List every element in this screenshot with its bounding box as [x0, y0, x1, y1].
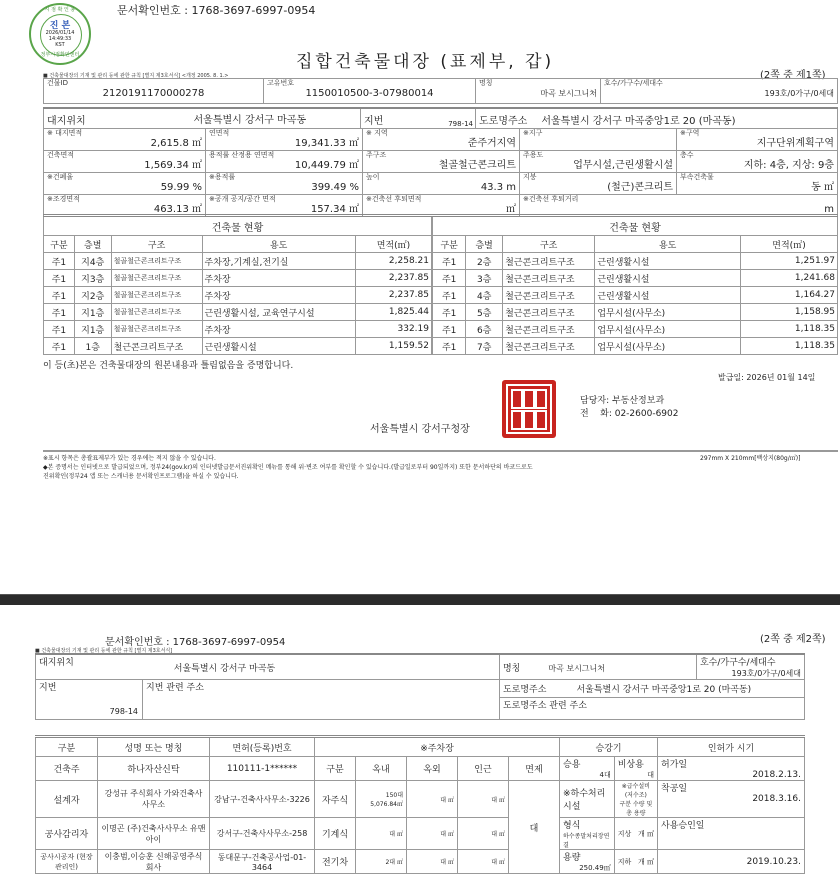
sewage-type: 하수종말처리장연결	[563, 833, 610, 849]
status-area: 1,158.95	[741, 304, 838, 321]
site-value: 서울특별시 강서구 마곡동	[193, 115, 307, 126]
info-value: 1,569.34 ㎡	[144, 160, 202, 171]
p2-details-table	[35, 735, 805, 874]
status-title: 건축물 현황	[433, 216, 838, 236]
status-floor: 지2층	[74, 287, 111, 304]
parking-outdoor: 대 ㎡	[407, 781, 458, 818]
status-structure: 철근콘크리트구조	[503, 338, 595, 355]
status-type: 주1	[44, 253, 75, 270]
status-row	[433, 287, 838, 304]
status-area: 1,118.35	[741, 338, 838, 355]
info-value: (철근)콘크리트	[607, 182, 673, 193]
approval-label: 사용승인일	[661, 821, 705, 831]
parking-nearby: 대 ㎡	[458, 850, 509, 874]
status-floor: 2층	[466, 253, 503, 270]
name-label: 명칭	[502, 663, 521, 674]
issuer-name: 서울특별시 강서구청장	[370, 424, 470, 435]
parking-col: 면제	[509, 757, 560, 781]
unique-no: 1150010500-3-07980014	[305, 88, 434, 99]
status-use: 근린생활시설	[202, 338, 355, 355]
status-floor: 3층	[466, 270, 503, 287]
permit-label: 허가일	[661, 760, 688, 770]
info-label: ※ 지역	[366, 129, 388, 137]
page-title: 집합건축물대장 (표제부, 갑)	[296, 52, 555, 72]
status-type: 주1	[44, 287, 75, 304]
status-floor: 지4층	[74, 253, 111, 270]
footer-divider	[43, 450, 838, 452]
contact-person: 담당자: 부동산정보과	[580, 396, 665, 406]
status-col-header: 구조	[111, 236, 202, 253]
info-label: ※지구	[523, 129, 543, 137]
status-structure: 철근콘크리트구조	[503, 321, 595, 338]
road-label: 도로명주소	[502, 685, 547, 695]
info-value: 준주거지역	[467, 138, 516, 149]
page-2	[0, 605, 840, 872]
status-use: 주차장,기계실,전기실	[202, 253, 355, 270]
status-row	[44, 253, 432, 270]
status-area: 1,159.52	[355, 338, 431, 355]
people-role: 공사감리자	[36, 818, 98, 850]
status-floor: 7층	[466, 338, 503, 355]
status-col-header: 층별	[74, 236, 111, 253]
info-value: 동 ㎡	[811, 182, 834, 193]
info-value: 157.34 ㎡	[310, 204, 359, 215]
status-area: 332.19	[355, 321, 431, 338]
building-id-label: 건물ID	[47, 79, 68, 87]
sewage-type-label: 형식	[563, 821, 581, 831]
people-role: 공사시공자 (현장관리인)	[36, 850, 98, 874]
status-header-row	[44, 236, 432, 253]
status-row	[44, 304, 432, 321]
info-label: 건축면적	[47, 151, 75, 159]
status-area: 1,251.97	[741, 253, 838, 270]
status-area: 1,118.35	[741, 321, 838, 338]
parking-type: 자주식	[315, 781, 356, 818]
status-row	[433, 321, 838, 338]
status-structure: 철근콘크리트구조	[503, 287, 595, 304]
info-label: ※구역	[680, 129, 700, 137]
certification-text: 이 등(초)본은 건축물대장의 원본내용과 틀림없음을 증명합니다.	[43, 361, 294, 371]
status-use: 주차장	[202, 270, 355, 287]
status-use: 근린생활시설	[595, 253, 741, 270]
status-col-header: 구분	[44, 236, 75, 253]
parking-title: ※주차장	[315, 737, 560, 757]
people-role: 설계자	[36, 781, 98, 818]
info-value: 19,341.33 ㎡	[294, 138, 359, 149]
permit-title: 인허가 시기	[658, 737, 805, 757]
lot-value: 798-14	[109, 707, 138, 716]
start-label: 착공일	[661, 784, 688, 794]
road-value: 서울특별시 강서구 마곡중앙1로 20 (마곡동)	[541, 116, 736, 127]
water-tank-label: ※급수설비(저수조)	[621, 783, 650, 799]
elevator-emergency: 대	[647, 771, 654, 779]
status-area: 2,237.85	[355, 287, 431, 304]
site-label: 대지위치	[47, 116, 86, 127]
status-structure: 철근콘크리트구조	[111, 338, 202, 355]
info-value: 지하: 4층, 지상: 9층	[743, 160, 834, 171]
status-type: 주1	[44, 270, 75, 287]
info-value: 2,615.8 ㎡	[150, 138, 202, 149]
elevator-title: 승강기	[560, 737, 658, 757]
status-floor: 지1층	[74, 321, 111, 338]
building-name: 마곡 보시그니처	[548, 663, 605, 673]
status-row	[44, 321, 432, 338]
info-label: 높이	[366, 173, 380, 181]
col-header: 구분	[36, 737, 98, 757]
parking-exempt: 대	[509, 781, 560, 874]
p2-address-table	[35, 653, 805, 720]
unique-no-label: 고유번호	[267, 79, 295, 87]
status-col-header: 면적(㎡)	[741, 236, 838, 253]
status-structure: 철근콘크리트구조	[503, 253, 595, 270]
status-title: 건축물 현황	[44, 216, 432, 236]
parking-col: 옥외	[407, 757, 458, 781]
status-area: 1,241.68	[741, 270, 838, 287]
status-row	[44, 287, 432, 304]
status-area: 2,258.21	[355, 253, 431, 270]
elevator-passenger: 4대	[599, 771, 611, 779]
people-name: 하나자산신탁	[98, 757, 210, 781]
status-floor: 1층	[74, 338, 111, 355]
official-seal	[502, 380, 556, 438]
road-related-label: 도로명주소 관련 주소	[499, 698, 804, 720]
status-structure: 철골철근콘크리트구조	[111, 321, 202, 338]
info-value: 463.13 ㎡	[153, 204, 202, 215]
building-name: 마곡 보시그니처	[540, 89, 597, 98]
status-area: 1,164.27	[741, 287, 838, 304]
status-structure: 철근콘크리트구조	[503, 270, 595, 287]
lot-label: 지번	[39, 683, 57, 693]
info-value: 지구단위계획구역	[756, 138, 834, 149]
status-use: 근린생활시설	[595, 287, 741, 304]
status-type: 주1	[433, 253, 466, 270]
status-row	[44, 338, 432, 355]
water-above: 개 ㎡	[638, 829, 654, 838]
road-value: 서울특별시 강서구 마곡중앙1로 20 (마곡동)	[576, 685, 752, 695]
status-use: 주차장	[202, 321, 355, 338]
verification-stamp	[29, 3, 91, 65]
info-value: 10,449.79 ㎡	[294, 160, 359, 171]
header-table	[43, 78, 838, 104]
road-label: 도로명주소	[479, 116, 528, 127]
status-use: 업무시설(사무소)	[595, 338, 741, 355]
status-structure: 철골철근콘크리트구조	[111, 304, 202, 321]
info-label: ※건축선 후퇴거리	[523, 195, 579, 203]
info-value: 43.3 m	[480, 182, 516, 193]
status-use: 업무시설(사무소)	[595, 304, 741, 321]
stamp-bottom-text: 정부시점확인센터	[40, 52, 80, 58]
sewage-label: ※하수처리시설	[560, 781, 615, 818]
approval-date: 2019.10.23.	[658, 850, 805, 874]
status-use: 근린생활시설	[595, 270, 741, 287]
parking-outdoor: 대 ㎡	[407, 818, 458, 850]
document-number: 문서확인번호 : 1768-3697-6997-0954	[117, 4, 316, 17]
status-type: 주1	[44, 304, 75, 321]
note-3: 진위확인(정부24 앱 또는 스캐너용 문서확인프로그램)을 하실 수 있습니다.	[43, 473, 239, 480]
status-floor: 지3층	[74, 270, 111, 287]
info-value: ㎡	[506, 204, 516, 215]
people-role: 건축주	[36, 757, 98, 781]
lot-related-label: 지번 관련 주소	[143, 680, 500, 720]
location-table	[43, 107, 838, 129]
building-id: 2120191170000278	[102, 88, 205, 99]
info-label: 주용도	[523, 151, 544, 159]
parking-col: 옥내	[356, 757, 407, 781]
stamp-tz: KST	[55, 42, 65, 48]
status-type: 주1	[433, 287, 466, 304]
elevator-emergency-label: 비상용	[617, 760, 644, 770]
parking-indoor: 대 ㎡	[356, 818, 407, 850]
status-row	[433, 253, 838, 270]
people-name: 이명곤 (주)건축사사무소 유맨아이	[98, 818, 210, 850]
status-area: 2,237.85	[355, 270, 431, 287]
status-col-header: 구조	[503, 236, 595, 253]
parking-outdoor: 대 ㎡	[407, 850, 458, 874]
stamp-top-text: 시 점 확 인 용	[44, 7, 76, 13]
info-label: 주구조	[366, 151, 387, 159]
status-type: 주1	[433, 304, 466, 321]
people-name: 이충범,이승훈 신해공영주식회사	[98, 850, 210, 874]
lot-value: 798-14	[448, 120, 473, 128]
parking-col: 인근	[458, 757, 509, 781]
name-label: 명칭	[479, 79, 493, 87]
status-floor: 5층	[466, 304, 503, 321]
status-use: 업무시설(사무소)	[595, 321, 741, 338]
info-value: m	[824, 204, 834, 215]
sewage-capacity-label: 용량	[563, 853, 581, 863]
status-structure: 철골철근콘크리트구조	[111, 270, 202, 287]
info-table	[43, 128, 838, 217]
page-count: (2쪽 중 제2쪽)	[760, 634, 826, 645]
status-structure: 철근콘크리트구조	[503, 304, 595, 321]
issue-date: 발급일: 2026년 01월 14일	[718, 373, 816, 382]
info-label: ※용적률	[209, 173, 236, 181]
water-above-label: 지상	[617, 829, 632, 838]
info-label: ※조경면적	[47, 195, 80, 203]
status-type: 주1	[44, 321, 75, 338]
status-floor: 6층	[466, 321, 503, 338]
info-label: 부속건축물	[680, 173, 714, 181]
units-value: 193호/0가구/0세대	[731, 669, 801, 678]
people-license: 110111-1******	[210, 757, 315, 781]
people-name: 강성규 주식회사 가와건축사사무소	[98, 781, 210, 818]
regulation-note: ■ 건축물대장의 기재 및 관리 등에 관한 규칙 [별지 제3호서식]	[35, 648, 173, 654]
status-row	[433, 304, 838, 321]
parking-type: 전기차	[315, 850, 356, 874]
note-2: ◆본 증명서는 인터넷으로 발급되었으며, 정부24(gov.kr)의 인터넷발급문서진위확인 메뉴를 통해 위·변조 여부를 확인할 수 있습니다.(발급일로부터 90일까지) 또한 문서하단의 바코드로도	[43, 464, 533, 471]
col-header: 면허(등록)번호	[210, 737, 315, 757]
permit-date: 2018.2.13.	[752, 770, 801, 780]
site-value: 서울특별시 강서구 마곡동	[173, 664, 276, 674]
page-count: (2쪽 중 제1쪽)	[760, 70, 826, 81]
info-label: ※건폐율	[47, 173, 74, 181]
info-label: 지붕	[523, 173, 537, 181]
status-header-row	[433, 236, 838, 253]
status-table-left	[43, 214, 432, 355]
stamp-date: 2026/01/14	[45, 30, 75, 36]
info-label: ※건축선 후퇴면적	[366, 195, 422, 203]
units-label: 호수/가구수/세대수	[699, 658, 776, 668]
elevator-passenger-label: 승용	[563, 760, 581, 770]
status-type: 주1	[433, 321, 466, 338]
people-license: 강남구-건축사사무소-3226	[210, 781, 315, 818]
status-floor: 지1층	[74, 304, 111, 321]
info-label: ※ 대지면적	[47, 129, 83, 137]
status-structure: 철골철근콘크리트구조	[111, 287, 202, 304]
status-use: 근린생활시설, 교육연구시설	[202, 304, 355, 321]
water-col: 수량 및 총 용량	[626, 801, 653, 817]
info-label: 층수	[680, 151, 694, 159]
status-use: 주차장	[202, 287, 355, 304]
document-number: 문서확인번호 : 1768-3697-6997-0954	[105, 637, 286, 648]
status-col-header: 용도	[595, 236, 741, 253]
regulation-note: ■ 건축물대장의 기재 및 관리 등에 관한 규칙 [별지 제3호서식] <개정 2005. 8. 1.>	[43, 73, 229, 79]
lot-label: 지번	[364, 116, 384, 127]
status-type: 주1	[44, 338, 75, 355]
info-value: 철골철근콘크리트	[438, 160, 516, 171]
info-value: 399.49 %	[311, 182, 359, 193]
info-label: ※공개 공지/공간 면적	[209, 195, 276, 203]
parking-indoor: 150대 5,076.84㎡	[356, 781, 407, 818]
status-col-header: 면적(㎡)	[355, 236, 431, 253]
status-col-header: 층별	[466, 236, 503, 253]
status-col-header: 구분	[433, 236, 466, 253]
info-value: 업무시설,근린생활시설	[573, 160, 673, 171]
status-type: 주1	[433, 270, 466, 287]
status-col-header: 용도	[202, 236, 355, 253]
status-row	[433, 270, 838, 287]
note-1: ※표시 항목은 총괄표제부가 있는 경우에는 적지 않을 수 있습니다.	[43, 455, 216, 462]
water-col: 구분	[619, 801, 632, 808]
info-value: 59.99 %	[160, 182, 202, 193]
status-row	[433, 338, 838, 355]
people-license: 동대문구-건축공사업-01-3464	[210, 850, 315, 874]
stamp-time: 14:49:33	[48, 36, 72, 42]
water-below-label: 지하	[617, 857, 632, 866]
status-structure: 철골철근콘크리트구조	[111, 253, 202, 270]
water-below: 개 ㎡	[638, 857, 654, 866]
contact-phone: 전 화: 02-2600-6902	[580, 409, 679, 419]
stamp-center-text: 진 본	[49, 21, 71, 31]
info-label: 연면적	[209, 129, 230, 137]
people-license: 강서구-건축사사무소-258	[210, 818, 315, 850]
status-type: 주1	[433, 338, 466, 355]
col-header: 성명 또는 명칭	[98, 737, 210, 757]
units-label: 호수/가구수/세대수	[604, 79, 663, 87]
parking-type: 기계식	[315, 818, 356, 850]
status-row	[44, 270, 432, 287]
parking-col: 구분	[315, 757, 356, 781]
parking-nearby: 대 ㎡	[458, 781, 509, 818]
site-label: 대지위치	[39, 658, 74, 668]
units-value: 193호/0가구/0세대	[764, 89, 834, 98]
status-table-right	[432, 214, 838, 355]
paper-size: 297mm X 210mm[백상지(80g/㎡)]	[700, 455, 801, 462]
parking-nearby: 대 ㎡	[458, 818, 509, 850]
start-date: 2018.3.16.	[752, 794, 801, 804]
sewage-capacity: 250.49㎡	[579, 864, 611, 872]
parking-indoor: 2대 ㎡	[356, 850, 407, 874]
info-label: 용적률 산정용 연면적	[209, 151, 275, 159]
status-floor: 4층	[466, 287, 503, 304]
status-area: 1,825.44	[355, 304, 431, 321]
